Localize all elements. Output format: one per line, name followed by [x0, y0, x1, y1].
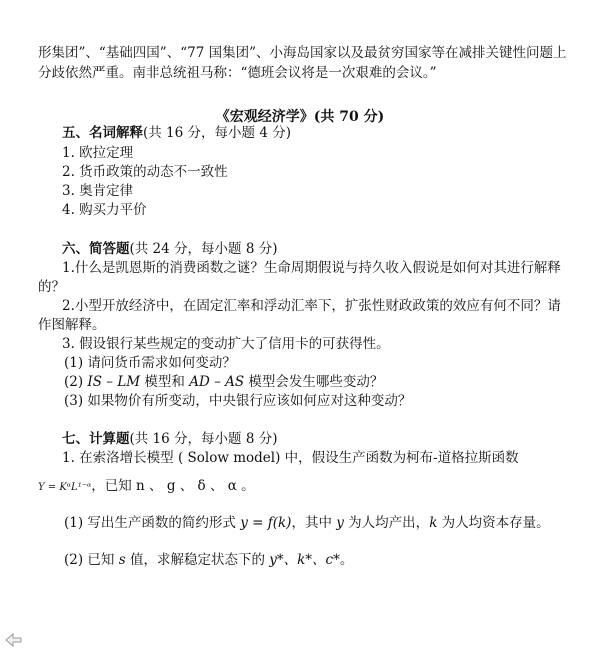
part7-heading-meta: (共 16 分，每小题 8 分) [129, 431, 278, 447]
part7-sub-1-mid2: 为人均产出， [343, 515, 430, 531]
part7-heading-title: 七、计算题 [62, 431, 130, 447]
part7-sub-1-mid: ，其中 [291, 515, 337, 531]
var-k: k [429, 515, 438, 531]
part5-item-1: 1. 欧拉定理 [62, 145, 134, 161]
part6-heading [62, 240, 566, 259]
part6-q3-sub-2-prefix: (2) [64, 374, 88, 390]
steady-state-vars: y*、k*、c* [269, 552, 340, 568]
part6-q3-sub-2-suffix: 模型会发生哪些变动？ [244, 374, 384, 390]
part5-item-4: 4. 购买力平价 [62, 202, 147, 218]
part6-q2-line-1: 2.小型开放经济中，在固定汇率和浮动汇率下，扩张性财政政策的效应有何不同？请 [62, 298, 561, 314]
part5-heading-meta: (共 16 分，每小题 4 分) [143, 125, 291, 141]
part5-heading [62, 124, 566, 143]
part7-sub-1-prefix: (1) 写出生产函数的简约形式 [64, 515, 241, 531]
part7-formula-line [38, 477, 566, 497]
var-y: y [336, 515, 344, 531]
part6-q1-line-1: 1.什么是凯恩斯的消费函数之谜？生命周期假说与持久收入假说是如何对其进行解释 [62, 260, 561, 276]
part6-heading-meta: (共 24 分，每小题 8 分) [129, 241, 278, 257]
part7-sub-2-mid: 值，求解稳定状态下的 [125, 552, 270, 568]
ad-as-model: AD – AS [189, 374, 245, 390]
part7-sub-2 [64, 551, 566, 570]
part6-q3-sub-1: (1) 请问货币需求如何变动？ [64, 355, 236, 371]
part6-q2-line-2: 作图解释。 [38, 317, 106, 333]
is-lm-model: IS – LM [87, 374, 141, 390]
part7-sub-2-prefix: (2) 已知 [64, 552, 119, 568]
part6-q3-sub-2-mid: 模型和 [140, 374, 190, 390]
part5-item-3: 3. 奥肯定律 [62, 183, 134, 199]
part6-q3-sub-3: (3) 如果物价有所变动，中央银行应该如何应对这种变动？ [64, 393, 412, 409]
section-title: 《宏观经济学》(共 70 分) [215, 109, 385, 125]
part5-item-2: 2. 货币政策的动态不一致性 [62, 164, 228, 180]
part7-sub-1 [64, 514, 566, 533]
intro-line-1: 形集团”、“基础四国”、“77 国集团”、小海岛国家以及最贫穷国家等在减排关键性问题上 [38, 45, 567, 61]
part6-q3-sub-2 [64, 373, 566, 392]
part5-heading-title: 五、名词解释 [62, 125, 143, 141]
cobb-douglas-formula: Y = KᵅL¹⁻ᵅ [38, 482, 92, 493]
part7-sub-1-suffix: 为人均资本存量。 [437, 515, 550, 531]
part6-heading-title: 六、简答题 [62, 241, 130, 257]
part7-heading [62, 430, 566, 449]
part7-q1: 1. 在索洛增长模型 ( Solow model) 中，假设生产函数为柯布-道格拉斯函数 [62, 450, 519, 466]
part7-sub-2-suffix: 。 [339, 552, 354, 568]
var-s: s [118, 552, 126, 568]
back-arrow-icon[interactable] [5, 632, 23, 648]
part7-known-params: ，已知 n 、 g 、 δ 、 α 。 [91, 478, 255, 494]
intro-line-2: 分歧依然严重。南非总统祖马称：“德班会议将是一次艰难的会议。” [38, 65, 437, 81]
part6-q1-line-2: 的？ [38, 279, 65, 295]
part6-q3: 3. 假设银行某些规定的变动扩大了信用卡的可获得性。 [62, 336, 390, 352]
intensive-production-function: y = f(k) [240, 515, 292, 531]
